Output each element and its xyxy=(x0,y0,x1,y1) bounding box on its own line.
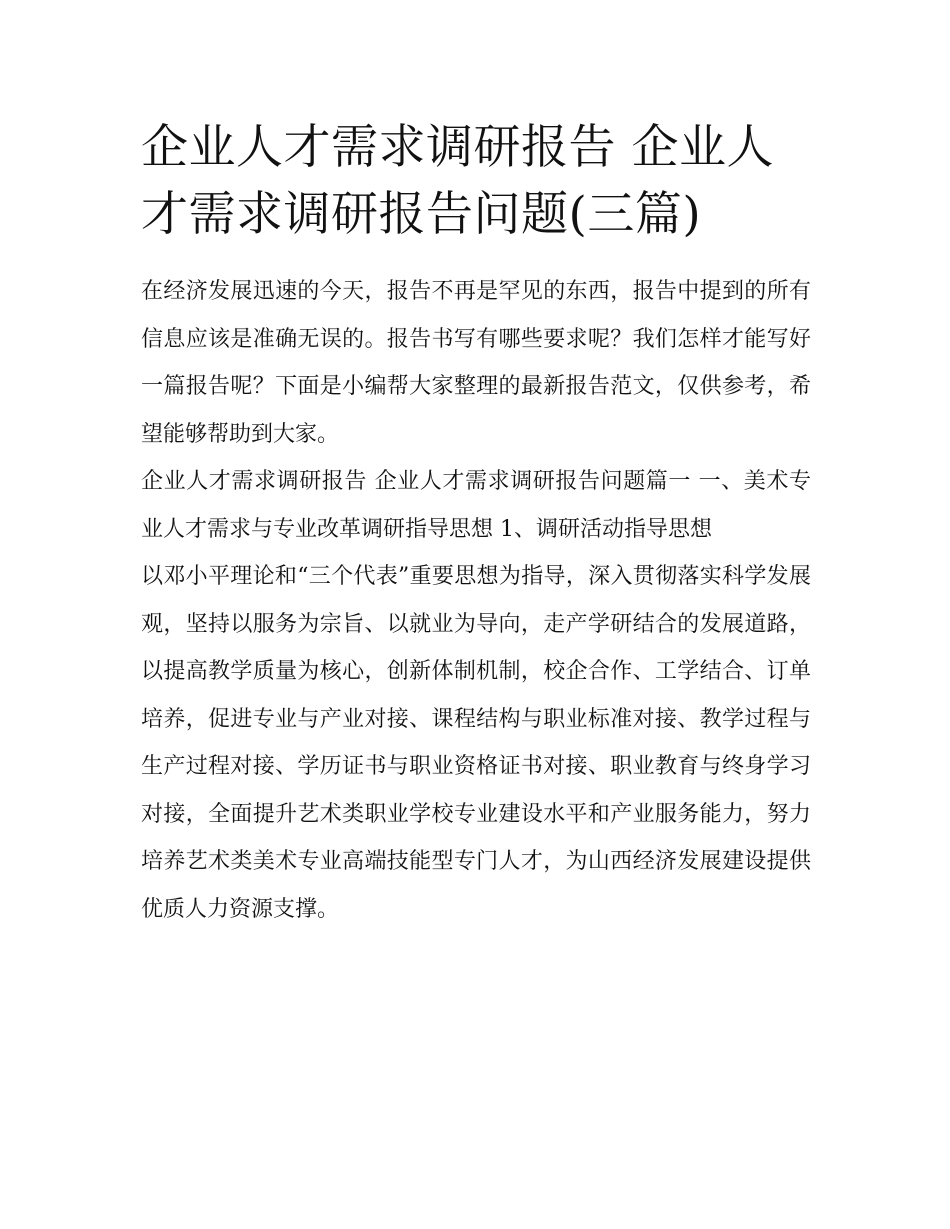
document-page xyxy=(141,114,811,933)
section-heading-paragraph: 企业人才需求调研报告 企业人才需求调研报告问题篇一 一、美术专业人才需求与专业改革调研指导思想 1、调研活动指导思想 xyxy=(141,469,811,542)
document-title: 企业人才需求调研报告 企业人才需求调研报告问题(三篇) xyxy=(141,120,774,242)
intro-paragraph: 在经济发展迅速的今天，报告不再是罕见的东西，报告中提到的所有信息应该是准确无误的。报告书写有哪些要求呢？我们怎样才能写好一篇报告呢？下面是小编帮大家整理的最新报告范文，仅供参考，希望能够帮助到大家。 xyxy=(141,279,811,447)
guiding-thought-paragraph: 以邓小平理论和“三个代表”重要思想为指导，深入贯彻落实科学发展观，坚持以服务为宗旨、以就业为导向，走产学研结合的发展道路，以提高教学质量为核心，创新体制机制，校企合作、工学结合、订单培养，促进专业与产业对接、课程结构与职业标准对接、教学过程与生产过程对接、学历证书与职业资格证书对接、职业教育与终身学习对接，全面提升艺术类职业学校专业建设水平和产业服务能力，努力培养艺术类美术专业高端技能型专门人才，为山西经济发展建设提供优质人力资源支撑。 xyxy=(141,564,811,922)
